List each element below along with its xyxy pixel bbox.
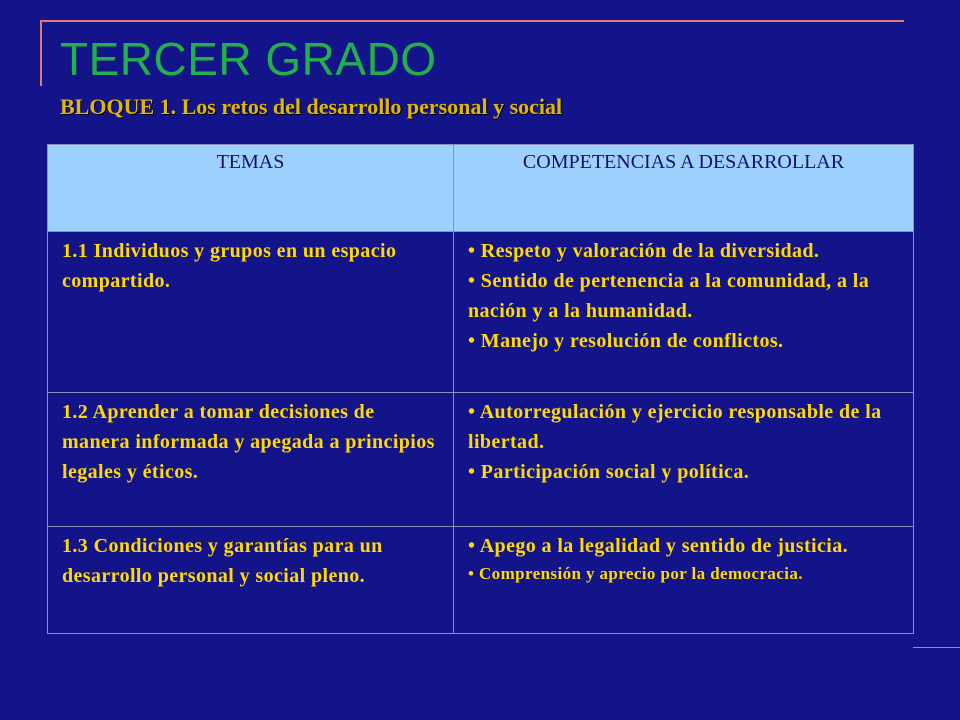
competencia-item: • Autorregulación y ejercicio responsable de la libertad. — [468, 401, 882, 453]
table-row — [48, 232, 914, 393]
table-row — [48, 527, 914, 634]
competencia-item: • Comprensión y aprecio por la democracia. — [468, 564, 803, 583]
tema-cell: 1.1 Individuos y grupos en un espacio compartido. — [48, 232, 454, 393]
competencias-cell — [454, 232, 914, 393]
competencies-table — [47, 144, 914, 634]
tema-cell: 1.2 Aprender a tomar decisiones de manera informada y apegada a principios legales y éticos. — [48, 393, 454, 527]
slide-subtitle: BLOQUE 1. Los retos del desarrollo personal y social — [60, 94, 563, 119]
competencia-item: • Apego a la legalidad y sentido de justicia. — [468, 535, 849, 557]
table-header-row — [48, 145, 914, 232]
decorative-left-line — [40, 20, 42, 86]
header-temas: TEMAS — [48, 145, 454, 232]
slide-title: TERCER GRADO — [60, 33, 437, 85]
competencias-cell — [454, 393, 914, 527]
competencia-item: • Participación social y política. — [468, 461, 750, 483]
competencia-item: • Respeto y valoración de la diversidad. — [468, 240, 820, 262]
competencias-cell — [454, 527, 914, 634]
table-row — [48, 393, 914, 527]
competencia-item: • Sentido de pertenencia a la comunidad, a la nación y a la humanidad. — [468, 270, 870, 322]
decorative-bottom-line — [913, 647, 960, 648]
header-competencias: COMPETENCIAS A DESARROLLAR — [454, 145, 914, 232]
decorative-top-line — [40, 20, 904, 22]
tema-cell: 1.3 Condiciones y garantías para un desarrollo personal y social pleno. — [48, 527, 454, 634]
competencia-item: • Manejo y resolución de conflictos. — [468, 330, 784, 352]
